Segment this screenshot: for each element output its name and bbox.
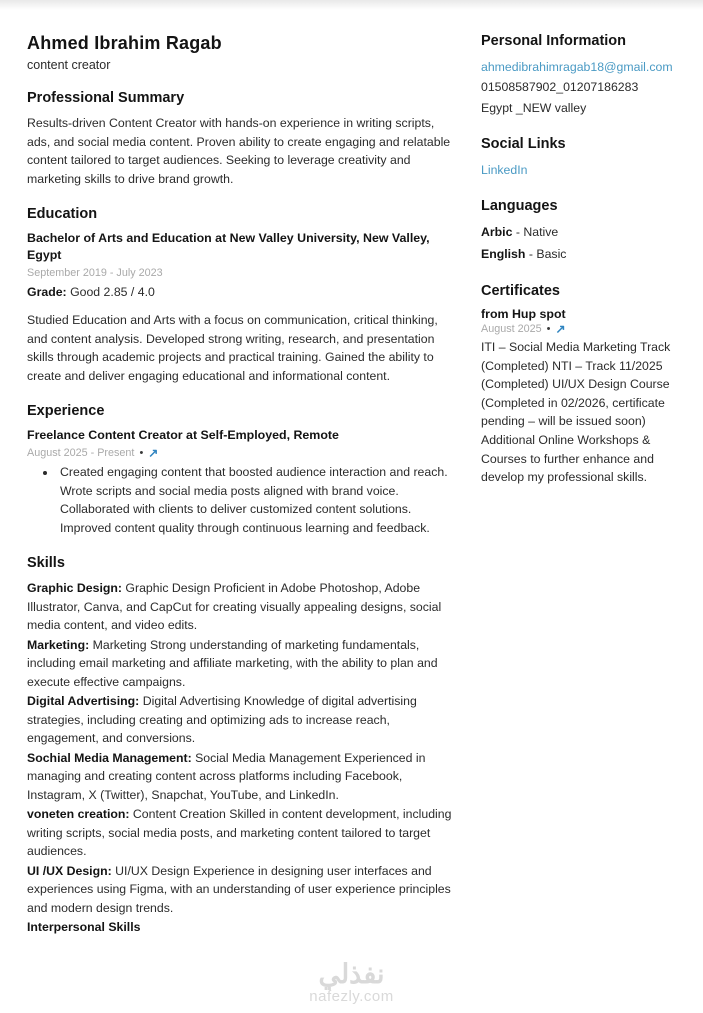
- skill-text: Social Media Management Experienced in managing and creating content across platforms including Facebook, Instagram, X (Twitter), Snapchat, YouTube, and LinkedIn.: [27, 750, 426, 802]
- language-name: Arbic: [481, 225, 513, 239]
- header-block: [27, 33, 457, 72]
- skill-text: Marketing Strong understanding of marketing fundamentals, including email marketing and affiliate marketing, with the ability to plan and execute effective campaigns.: [27, 637, 438, 689]
- education-description: Studied Education and Arts with a focus on communication, critical thinking, and content analysis. Developed strong writing, research, and presentation skills through academic projects and practical training. Gained the ability to create and deliver engaging educational and informational content.: [27, 313, 438, 383]
- certificate-dates: [481, 323, 693, 335]
- skill-item: [27, 579, 457, 635]
- skill-item: [27, 692, 457, 748]
- skill-text: UI/UX Design Experience in designing user interfaces and experiences using Figma, with an understanding of user experience principles and modern design trends.: [27, 863, 451, 915]
- skill-label: Interpersonal Skills: [27, 920, 141, 934]
- skill-label: UI /UX Design:: [27, 863, 112, 878]
- section-heading-certificates: Certificates: [481, 283, 560, 299]
- language-item: [481, 244, 693, 266]
- grade-label: Grade:: [27, 285, 67, 299]
- language-level: Native: [523, 225, 559, 239]
- skill-item: [27, 805, 457, 861]
- experience-role: Freelance Content Creator at Self-Employed, Remote: [27, 428, 339, 442]
- main-column: [27, 33, 457, 938]
- skill-item: [27, 862, 457, 918]
- language-level: Basic: [536, 246, 567, 261]
- skill-label: Digital Advertising:: [27, 694, 140, 708]
- grade-value: Good 2.85 / 4.0: [70, 285, 155, 299]
- skill-text: Graphic Design Proficient in Adobe Photoshop, Adobe Illustrator, Canva, and CapCut for creating visually appealing designs, social media content, and video edits.: [27, 581, 442, 632]
- skill-label: Graphic Design:: [27, 581, 122, 595]
- section-heading-professional-summary: Professional Summary: [27, 90, 185, 106]
- watermark-arabic-logo: نفذلي: [318, 959, 385, 989]
- section-heading-education: Education: [27, 206, 98, 222]
- education-dates: [27, 267, 457, 279]
- linkedin-link[interactable]: LinkedIn: [481, 163, 528, 177]
- email-link[interactable]: ahmedibrahimragab18@gmail.com: [481, 60, 673, 74]
- language-item: [481, 222, 693, 244]
- skill-item: [27, 636, 457, 692]
- candidate-job-title: content creator: [27, 58, 111, 72]
- skill-label: Sochial Media Management:: [27, 750, 192, 765]
- language-name: English: [481, 246, 526, 261]
- dot-separator: •: [546, 323, 551, 335]
- section-heading-languages: Languages: [481, 198, 558, 214]
- section-heading-personal-information: Personal Information: [481, 33, 627, 49]
- language-separator: -: [528, 246, 533, 261]
- experience-date-range: August 2025 - Present: [27, 447, 135, 459]
- phone-numbers: 01508587902_01207186283: [481, 80, 639, 94]
- certificate-title: from Hup spot: [481, 307, 566, 321]
- side-column: [481, 33, 693, 938]
- experience-dates: [27, 447, 457, 459]
- certificate-description: ITI – Social Media Marketing Track (Completed) NTI – Track 11/2025 (Completed) UI/UX Design Course (Completed in 02/2026, certificate pending – will be issued soon) Additional Online Workshops & Courses to further enhance and develop my professional skills.: [481, 340, 671, 485]
- skill-text: Content Creation Skilled in content development, including writing scripts, social media posts, and marketing content tailored to target audiences.: [27, 807, 452, 858]
- language-separator: -: [515, 225, 520, 239]
- certificate-date: August 2025: [481, 323, 542, 335]
- professional-summary-text: Results-driven Content Creator with hands-on experience in writing scripts, ads, and social media content. Proven ability to create engaging and relatable content tailored to target audiences. Seeking to leverage creativity and marketing skills to drive brand growth.: [27, 116, 451, 186]
- education-date-range: September 2019 - July 2023: [27, 267, 163, 279]
- education-grade: [27, 283, 457, 301]
- skill-item: [27, 918, 457, 937]
- section-heading-skills: Skills: [27, 555, 65, 571]
- external-link-icon[interactable]: ↗: [555, 322, 566, 336]
- watermark-domain: nafezly.com: [309, 988, 394, 1005]
- section-heading-social-links: Social Links: [481, 136, 566, 152]
- education-degree: Bachelor of Arts and Education at New Valley University, New Valley, Egypt: [27, 231, 430, 262]
- external-link-icon[interactable]: ↗: [148, 446, 159, 460]
- experience-bullet-list: [27, 463, 457, 537]
- skill-label: voneten creation:: [27, 807, 130, 821]
- dot-separator: •: [139, 447, 144, 459]
- experience-bullet: • Created engaging content that boosted audience interaction and reach. Wrote scripts and social media posts aligned with brand voice. Collaborated with clients to deliver customized content solutions. Improved content quality through continuous learning and feedback.: [57, 463, 457, 537]
- skill-item: [27, 749, 457, 805]
- skill-text: Digital Advertising Knowledge of digital advertising strategies, including creating and optimizing ads to increase reach, engagement, and conversions.: [27, 694, 417, 745]
- candidate-name: Ahmed Ibrahim Ragab: [27, 33, 222, 53]
- nafezly-watermark: [0, 960, 703, 1005]
- location-text: Egypt _NEW valley: [481, 100, 587, 115]
- skill-label: Marketing:: [27, 637, 90, 652]
- section-heading-experience: Experience: [27, 403, 105, 419]
